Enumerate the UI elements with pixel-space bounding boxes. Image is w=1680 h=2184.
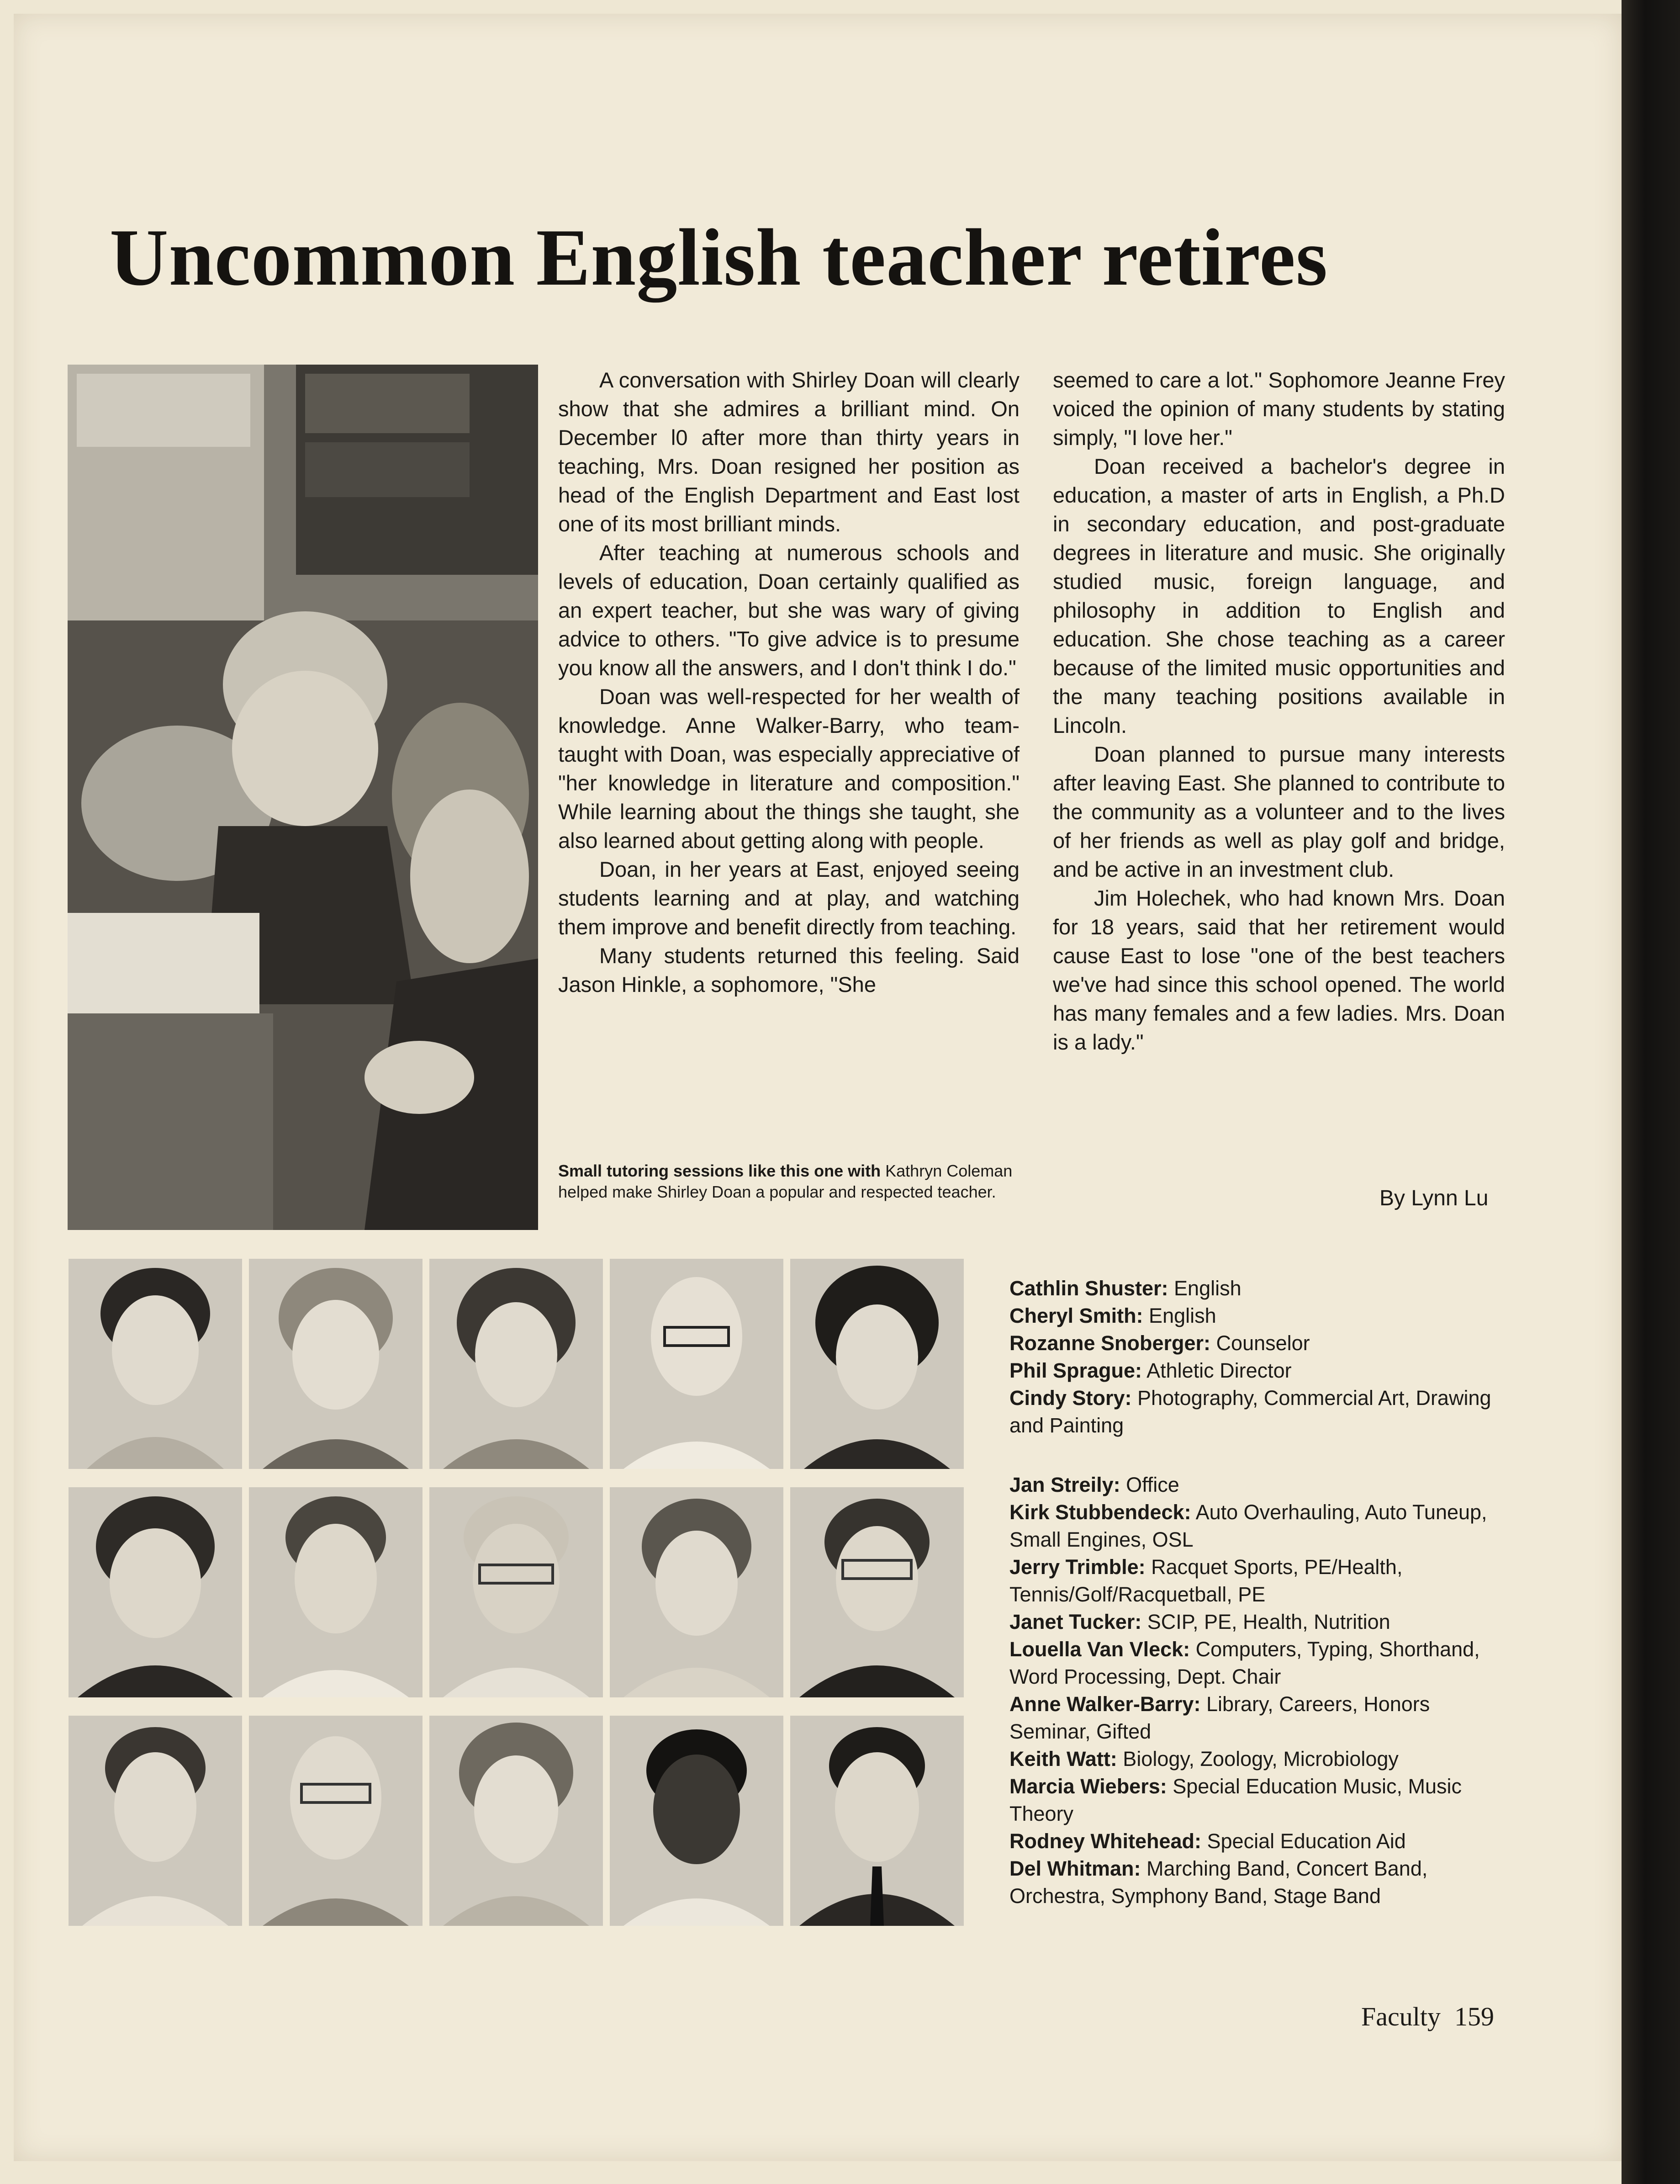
article-paragraph: Jim Holechek, who had known Mrs. Doan for 18 years, said that her retirement would cause East to lose "one of the best teachers we've had since this school opened. The world has many females and a few ladies. Mrs. Doan is a lady." xyxy=(1053,886,1505,1054)
faculty-name: Phil Sprague: xyxy=(1009,1359,1142,1382)
faculty-entry xyxy=(1009,1499,1503,1553)
faculty-role: SCIP, PE, Health, Nutrition xyxy=(1141,1610,1390,1633)
faculty-list xyxy=(1009,1275,1503,1910)
faculty-name: Rodney Whitehead: xyxy=(1009,1829,1202,1853)
faculty-name: Anne Walker-Barry: xyxy=(1009,1692,1201,1716)
faculty-portrait xyxy=(249,1259,423,1469)
faculty-entry xyxy=(1009,1691,1503,1745)
faculty-name: Cheryl Smith: xyxy=(1009,1304,1143,1327)
faculty-entry xyxy=(1009,1471,1503,1499)
faculty-portrait xyxy=(249,1716,423,1926)
faculty-group-1 xyxy=(1009,1275,1503,1439)
headline: Uncommon English teacher retires xyxy=(110,212,1328,302)
faculty-role: Special Education Music, Music Theory xyxy=(1009,1775,1462,1825)
faculty-name: Keith Watt: xyxy=(1009,1747,1117,1771)
faculty-role: Office xyxy=(1120,1473,1179,1496)
faculty-name: Jan Streily: xyxy=(1009,1473,1120,1496)
faculty-role: Photography, Commercial Art, Drawing and Painting xyxy=(1009,1386,1491,1437)
faculty-role: Computers, Typing, Shorthand, Word Processing, Dept. Chair xyxy=(1009,1638,1480,1688)
faculty-portrait xyxy=(429,1716,603,1926)
faculty-portrait xyxy=(790,1716,964,1926)
faculty-entry xyxy=(1009,1357,1503,1384)
article-paragraph: Doan, in her years at East, enjoyed seeing students learning and at play, and watching them improve and benefit directly from teaching. xyxy=(558,857,1020,939)
faculty-portrait xyxy=(69,1259,242,1469)
faculty-entry xyxy=(1009,1330,1503,1357)
faculty-role: Counselor xyxy=(1210,1331,1310,1355)
main-photo xyxy=(68,365,538,1230)
faculty-role: Special Education Aid xyxy=(1201,1829,1406,1853)
faculty-portrait xyxy=(429,1487,603,1697)
article-paragraph: A conversation with Shirley Doan will clearly show that she admires a brilliant mind. On December l0 after more than thirty years in teaching, Mrs. Doan resigned her position as head of the English Department and East lost one of its most brilliant minds. xyxy=(558,368,1020,536)
faculty-name: Marcia Wiebers: xyxy=(1009,1775,1167,1798)
faculty-role: Auto Overhauling, Auto Tuneup, Small Engines, OSL xyxy=(1009,1500,1487,1551)
faculty-entry xyxy=(1009,1636,1503,1691)
faculty-entry xyxy=(1009,1828,1503,1855)
faculty-group-2 xyxy=(1009,1471,1503,1910)
faculty-portrait xyxy=(790,1259,964,1469)
faculty-name: Cathlin Shuster: xyxy=(1009,1277,1168,1300)
faculty-entry xyxy=(1009,1275,1503,1302)
faculty-name: Jerry Trimble: xyxy=(1009,1555,1146,1579)
faculty-portrait-grid xyxy=(69,1259,968,1935)
faculty-portrait xyxy=(69,1716,242,1926)
faculty-role: English xyxy=(1143,1304,1216,1327)
faculty-role: Racquet Sports, PE/Health, Tennis/Golf/Racquetball, PE xyxy=(1009,1555,1403,1606)
article-paragraph: Doan received a bachelor's degree in education, a master of arts in English, a Ph.D in secondary education, and post-graduate degrees in literature and music. She originally studied music, foreign language, and philosophy in addition to English and education. She chose teaching as a career because of the limited music opportunities and the many teaching positions available in Lincoln. xyxy=(1053,454,1505,737)
article-column-2 xyxy=(1053,366,1505,1056)
faculty-role: Athletic Director xyxy=(1142,1359,1292,1382)
book-spine xyxy=(1622,0,1680,2184)
faculty-entry xyxy=(1009,1384,1503,1439)
byline: By Lynn Lu xyxy=(1379,1186,1489,1210)
faculty-portrait xyxy=(610,1487,783,1697)
faculty-entry xyxy=(1009,1745,1503,1773)
faculty-name: Cindy Story: xyxy=(1009,1386,1132,1410)
faculty-name: Janet Tucker: xyxy=(1009,1610,1142,1633)
article-paragraph: Doan planned to pursue many interests after leaving East. She planned to contribute to the community as a volunteer and to the lives of her friends as well as play golf and bridge, and be active in an investment club. xyxy=(1053,742,1505,881)
page-footer xyxy=(1361,2001,1508,2032)
faculty-name: Del Whitman: xyxy=(1009,1857,1141,1880)
faculty-portrait xyxy=(429,1259,603,1469)
article-paragraph: seemed to care a lot." Sophomore Jeanne Frey voiced the opinion of many students by stating simply, "I love her." xyxy=(1053,368,1505,450)
faculty-name: Louella Van Vleck: xyxy=(1009,1638,1190,1661)
article-column-1 xyxy=(558,366,1020,999)
faculty-entry xyxy=(1009,1608,1503,1636)
faculty-portrait xyxy=(610,1259,783,1469)
faculty-portrait xyxy=(610,1716,783,1926)
article-paragraph: Doan was well-respected for her wealth of knowledge. Anne Walker-Barry, who team-taught with Doan, was especially appreciative of "her knowledge in literature and composition." While learning about the things she taught, she also learned about getting along with people. xyxy=(558,684,1020,853)
faculty-role: Marching Band, Concert Band, Orchestra, Symphony Band, Stage Band xyxy=(1009,1857,1428,1908)
footer-section: Faculty xyxy=(1361,2002,1441,2031)
page-number: 159 xyxy=(1454,2002,1494,2031)
faculty-entry xyxy=(1009,1855,1503,1910)
faculty-entry xyxy=(1009,1302,1503,1330)
faculty-name: Kirk Stubbendeck: xyxy=(1009,1500,1191,1524)
faculty-portrait xyxy=(249,1487,423,1697)
caption-bold: Small tutoring sessions like this one with xyxy=(558,1161,881,1180)
faculty-portrait xyxy=(790,1487,964,1697)
article-paragraph: After teaching at numerous schools and levels of education, Doan certainly qualified as an expert teacher, but she was wary of giving advice to others. "To give advice is to presume you know all the answers, and I don't think I do." xyxy=(558,541,1020,680)
faculty-entry xyxy=(1009,1773,1503,1828)
faculty-name: Rozanne Snoberger: xyxy=(1009,1331,1211,1355)
photo-caption xyxy=(558,1161,1020,1203)
faculty-portrait xyxy=(69,1487,242,1697)
faculty-entry xyxy=(1009,1553,1503,1608)
caption-text: Kathryn Coleman helped make Shirley Doan a popular and respected teacher. xyxy=(558,1161,1013,1201)
article-paragraph: Many students returned this feeling. Said Jason Hinkle, a sophomore, "She xyxy=(558,944,1020,997)
faculty-role: English xyxy=(1168,1277,1242,1300)
group-spacer xyxy=(1009,1439,1503,1471)
faculty-role: Library, Careers, Honors Seminar, Gifted xyxy=(1009,1692,1430,1743)
faculty-role: Biology, Zoology, Microbiology xyxy=(1117,1747,1399,1771)
